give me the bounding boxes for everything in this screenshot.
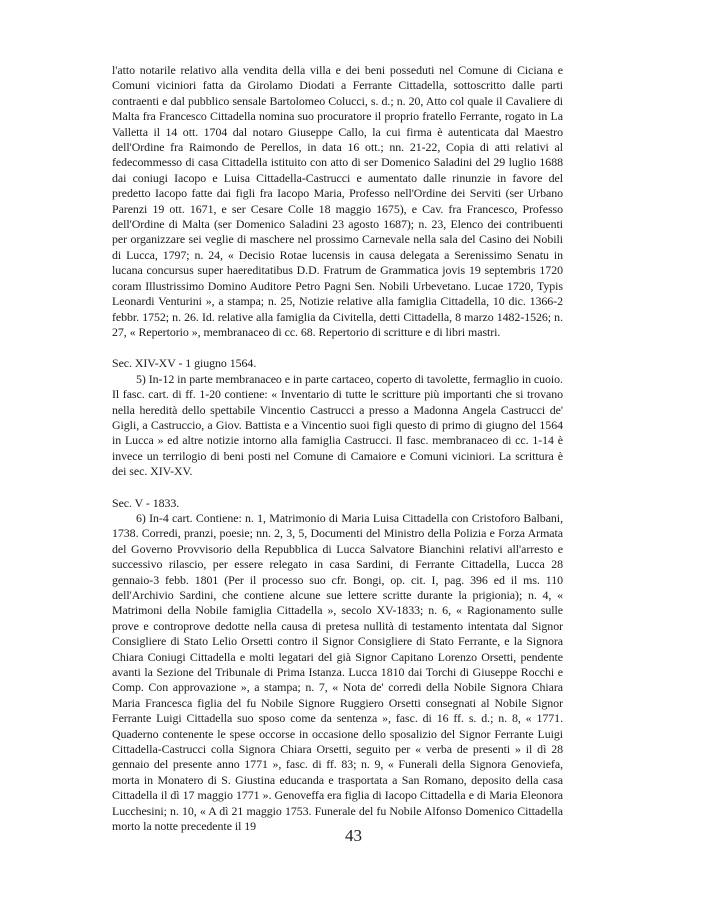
- page-number: 43: [345, 826, 362, 845]
- section-heading: Sec. V - 1833.: [112, 495, 180, 510]
- section-heading: Sec. XIV-XV - 1 giugno 1564.: [112, 356, 257, 371]
- body-text: [112, 63, 563, 835]
- continuation-paragraph: l'atto notarile relativo alla vendita della villa e dei beni posseduti nel Comune di Ciciana e Comuni viciniori fatta da Girolamo Diodati a Ferrante Cittadella, sottoscritto dalle parti contraenti e dal pubblico sensale Bartolomeo Colucci, s. d.; n. 20, Atto col quale il Cavaliere di Malta fra Francesco Cittadella nomina suo procuratore il proprio fratello Ferrante, rogato in La Valletta il 14 ott. 1704 dal notaro Giuseppe Callo, la cui firma è autenticata dal Maestro dell'Ordine fra Raimondo de Perellos, in data 16 ott.; nn. 21-22, Copia di atti relativi al fedecommesso di casa Cittadella istituito con atto di ser Domenico Saladini del 29 luglio 1688 dai coniugi Iacopo e Luisa Cittadella-Castrucci e aumentato dalle rinunzie in favore del predetto Iacopo fatte dai figli fra Iacopo Maria, Professo nell'Ordine dei Serviti (ser Urbano Parenzi 19 ott. 1671, e ser Cesare Colle 18 maggio 1675), e Cav. fra Francesco, Professo dell'Ordine di Malta (ser Domenico Saladini 23 agosto 1687); n. 23, Elenco dei contribuenti per organizzare sei veglie di maschere nel prossimo Carnevale nella sala del Casino dei Nobili di Lucca, 1797; n. 24, « Decisio Rotae lucensis in causa delegata a Serenissimo Senatu in lucana concursus super haereditatibus D.D. Fratrum de Grammatica jovis 19 septembris 1720 coram Illustrissimo Domino Auditore Petro Pagni Sen. Nobili Urbevetano. Lucae 1720, Typis Leonardi Venturini », a stampa; n. 25, Notizie relative alla famiglia Cittadella, 10 dic. 1366-2 febbr. 1752; n. 26. Id. relative alla famiglia da Civitella, detti Cittadella, 8 marzo 1482-1526; n. 27, « Repertorio », membranaceo di cc. 68. Repertorio di scritture e di libri mastri.: [112, 63, 563, 339]
- section-entry: 5) In-12 in parte membranaceo e in parte cartaceo, coperto di tavolette, fermaglio in cuoio. Il fasc. cart. di ff. 1-20 contiene: « Inventario di tutte le scritture più importanti che si trovano nella heredità dello spettabile Vincentio Castrucci a presso a Madonna Angela Castrucci de' Gigli, a Castruccio, a Giov. Battista e a Vincentio suoi figli questo di primo di giugno del 1564 in Lucca » ed altre notizie intorno alla famiglia Castrucci. Il fasc. membranaceo di cc. 1-14 è invece un terrilogio di beni posti nel Comune di Camaiore e Comuni viciniori. La scrittura è dei sec. XIV-XV.: [112, 371, 563, 479]
- section-entry: 6) In-4 cart. Contiene: n. 1, Matrimonio di Maria Luisa Cittadella con Cristoforo Balbani, 1738. Corredi, pranzi, poesie; nn. 2, 3, 5, Documenti del Ministro della Polizia e Forza Armata del Governo Provvisorio della Repubblica di Lucca Salvatore Bianchini relativi all'arresto e successivo rilascio, per essere relegato in casa Sardini, di Ferrante Cittadella, Lucca 28 gennaio-3 febb. 1801 (Per il processo suo cfr. Bongi, op. cit. I, pag. 396 ed il ms. 110 dell'Archivio Sardini, che contiene alcune sue lettere scritte durante la prigionia); n. 4, « Matrimoni della Nobile famiglia Cittadella », secolo XV-1833; n. 6, « Ragionamento sulle prove e controprove dedotte nella causa di pretesa nullità di testamento intentata dal Signor Consigliere di Stato Lelio Orsetti contro il Signor Consigliere di Stato Ferrante, e la Signora Chiara Coniugi Cittadella e molti legatari del già Signor Capitano Lorenzo Orsetti, pendente avanti la Sezione del Tribunale di Prima Istanza. Lucca 1810 dai Torchi di Giuseppe Rocchi e Comp. Con approvazione », a stampa; n. 7, « Nota de' corredi della Nobile Signora Chiara Maria Francesca figlia del fu Nobile Signore Ruggiero Orsetti consegnati al Nobile Signor Ferrante Luigi Cittadella suo sposo come da sentenza », fasc. di 16 ff. s. d.; n. 8, « 1771. Quaderno contenente le spese occorse in occasione dello sposalizio del Signor Ferrante Luigi Cittadella-Castrucci colla Signora Chiara Orsetti, seguito per « verba de presenti » il dì 28 gennaio del presente anno 1771 », fasc. di ff. 83; n. 9, « Funerali della Signora Genoviefa, morta in Monatero di S. Giustina educanda e trasportata a San Romano, deposito della casa Cittadella il dì 17 maggio 1771 ». Genoveffa era figlia di Iacopo Cittadella e di Maria Eleonora Lucchesini; n. 10, « A dì 21 maggio 1753. Funerale del fu Nobile Alfonso Domenico Cittadella morto la notte precedente il 19: [112, 510, 563, 834]
